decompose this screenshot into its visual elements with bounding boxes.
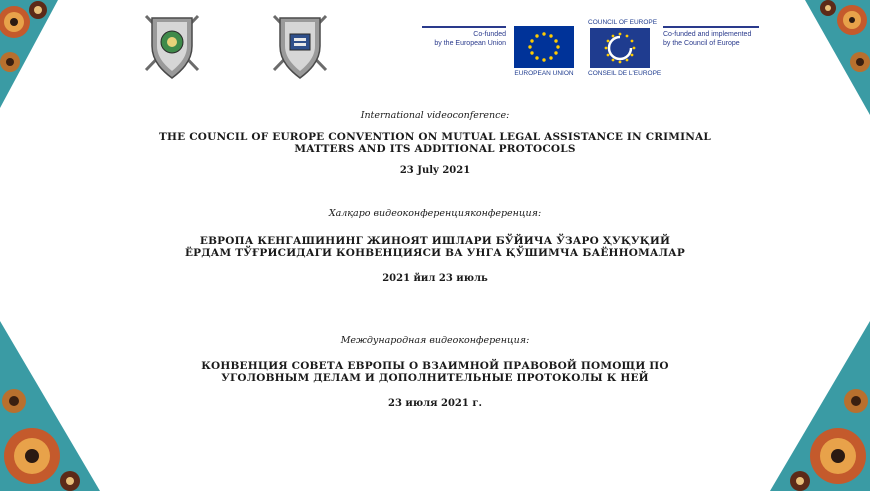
conference-title: КОНВЕНЦИЯ СОВЕТА ЕВРОПЫ О ВЗАИМНОЙ ПРАВОВОЙ ПОМОЩИ ПО УГОЛОВНЫМ ДЕЛАМ И ДОПОЛНИТЕЛЬНЫЕ ПРОТОКОЛЫ К НЕЙ bbox=[201, 360, 669, 384]
intro-text: International videoconference: bbox=[360, 110, 510, 121]
conference-date: 2021 йил 23 июль bbox=[382, 273, 488, 284]
section-russian bbox=[120, 335, 750, 409]
coe-flag-icon bbox=[590, 28, 650, 68]
eu-flag-icon bbox=[514, 26, 574, 68]
coe-top-label: COUNCIL OF EUROPE bbox=[588, 19, 658, 26]
funding-logos bbox=[420, 19, 760, 80]
intro-text: Международная видеоконференция: bbox=[340, 335, 530, 346]
prosecutor-shield-emblem-right bbox=[268, 10, 332, 80]
coe-cofunded-text: Co-funded and implemented by the Council of Europe bbox=[663, 31, 752, 47]
conference-date: 23 July 2021 bbox=[399, 165, 471, 176]
conference-date: 23 июля 2021 г. bbox=[388, 398, 482, 409]
prosecutor-shield-emblem-left bbox=[140, 10, 204, 80]
section-english bbox=[120, 110, 750, 176]
corner-ornament-top-left bbox=[0, 0, 150, 120]
section-uzbek bbox=[120, 208, 750, 284]
eu-cofunded-text: Co-funded by the European Union bbox=[434, 31, 506, 47]
coe-label: CONSEIL DE L'EUROPE bbox=[588, 70, 662, 77]
conference-title: THE COUNCIL OF EUROPE CONVENTION ON MUTUAL LEGAL ASSISTANCE IN CRIMINAL MATTERS AND ITS ADDITIONAL PROTOCOLS bbox=[159, 131, 711, 155]
intro-text: Халқаро видеоконференцияконференция: bbox=[328, 208, 542, 219]
eu-label: EUROPEAN UNION bbox=[514, 70, 574, 77]
conference-title: ЕВРОПА КЕНГАШИНИНГ ЖИНОЯТ ИШЛАРИ БЎЙИЧА ЎЗАРО ҲУҚУҚИЙ ЁРДАМ ТЎҒРИСИДАГИ КОНВЕНЦИЯСИ ВА УНГА ҚЎШИМЧА БАЁННОМАЛАР bbox=[184, 235, 686, 259]
